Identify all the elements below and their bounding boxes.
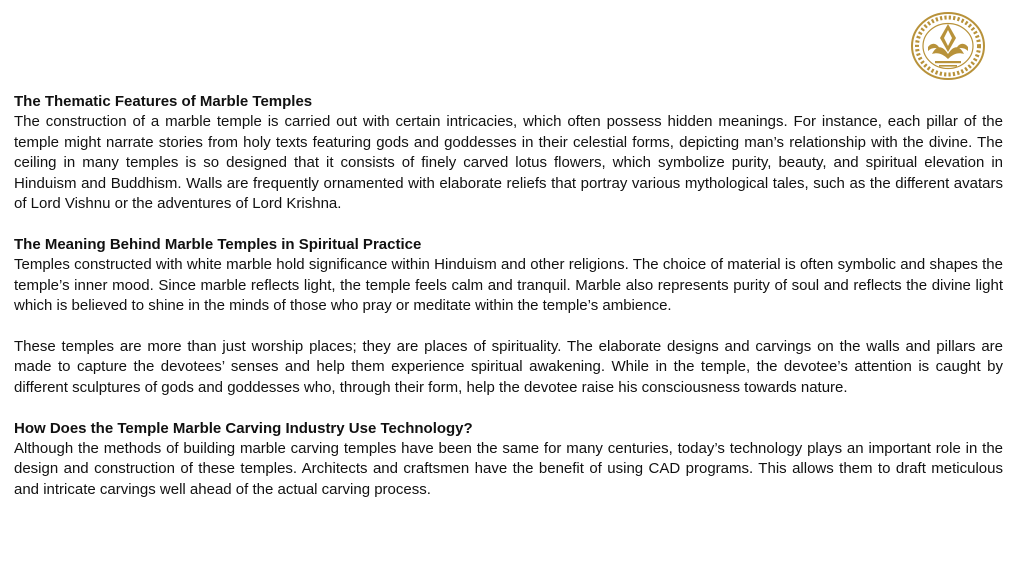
section-heading: The Thematic Features of Marble Temples (14, 93, 313, 110)
section-technology (14, 419, 1003, 501)
section-paragraph: Temples constructed with white marble hold significance within Hinduism and other religions. The choice of material is often symbolic and shapes the temple’s inner mood. Since marble reflects light, the temple feels calm and tranquil. Marble also represents purity of soul and reflects the divine light which is believed to shine in the minds of those who pray or meditate within the temple’s ambience. (14, 255, 1003, 315)
section-paragraph: Although the methods of building marble carving temples have been the same for many centuries, today’s technology plays an important role in the design and construction of these temples. Architects and craftsmen have the benefit of using CAD programs. This allows them to draft meticulous and intricate carvings well ahead of the actual carving process. (14, 439, 1003, 498)
section-heading: The Meaning Behind Marble Temples in Spiritual Practice (14, 235, 422, 253)
lotus-temple-emblem-icon (910, 11, 986, 81)
section-heading: How Does the Temple Marble Carving Industry Use Technology? (14, 419, 473, 437)
section-places-of-spirituality (14, 337, 1003, 399)
document-body (14, 92, 1003, 500)
section-paragraph: These temples are more than just worship places; they are places of spirituality. The elaborate designs and carvings on the walls and pillars are made to capture the devotees’ senses and help them experience spiritual awakening. While in the temple, the devotee’s attention is caught by different sculptures of gods and goddesses who, through their form, help the devotee raise his consciousness towards nature. (14, 337, 1003, 396)
section-spiritual-practice (14, 235, 1003, 317)
section-thematic-features (14, 92, 1003, 215)
section-paragraph: The construction of a marble temple is carried out with certain intricacies, which often possess hidden meanings. For instance, each pillar of the temple might narrate stories from holy texts featuring gods and goddesses in their celestial forms, depicting man’s relationship with the divine. The ceiling in many temples is so designed that it consists of finely carved lotus flowers, which symbolize purity, beauty, and spiritual elevation in Hinduism and Buddhism. Walls are frequently ornamented with elaborate reliefs that portray various mythological tales, such as the different avatars of Lord Vishnu or the adventures of Lord Krishna. (14, 113, 1003, 213)
